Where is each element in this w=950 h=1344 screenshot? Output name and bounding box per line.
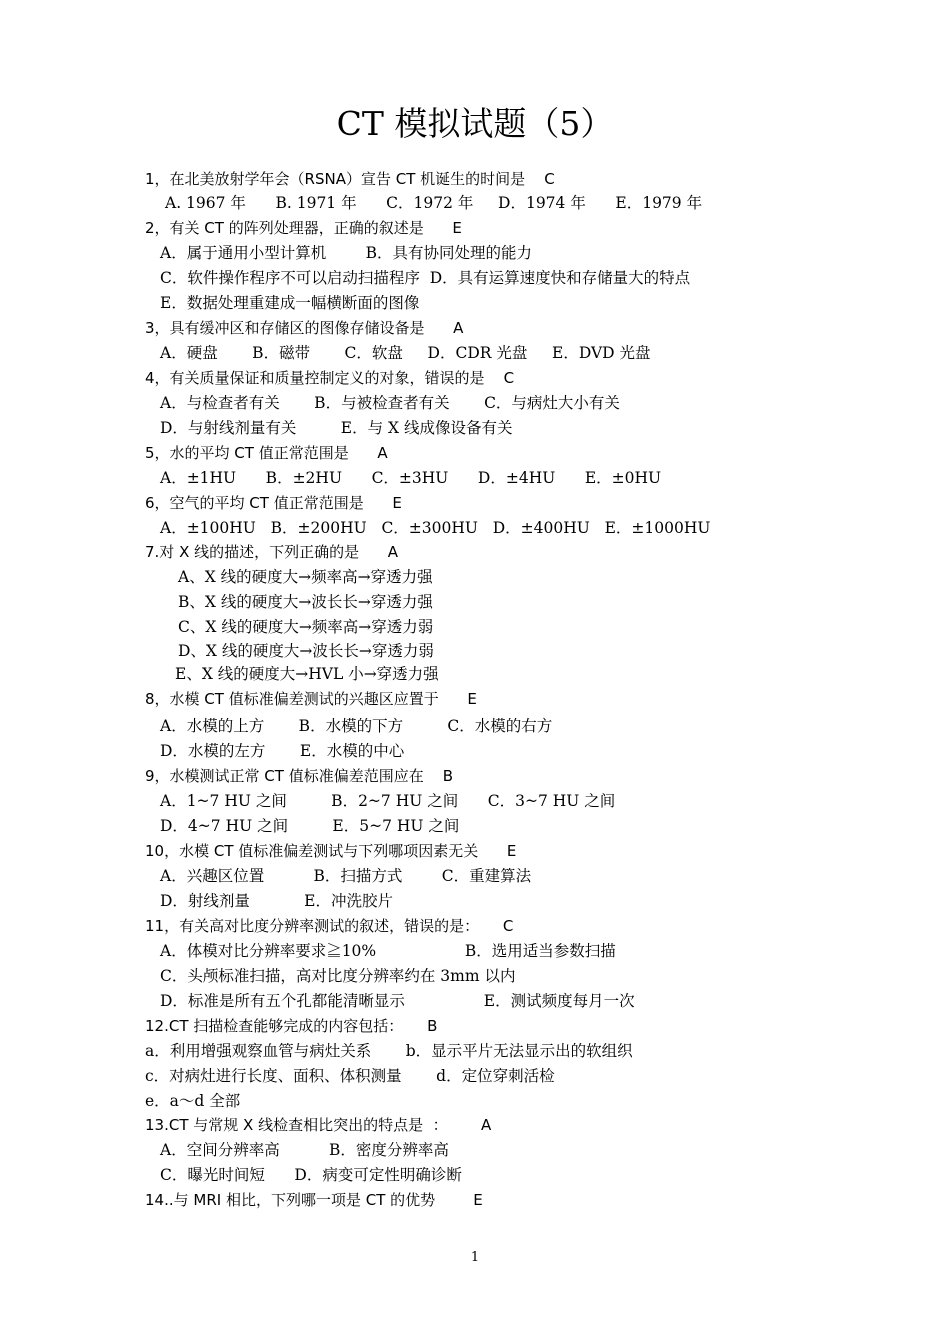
option-text: D．标准是所有五个孔都能清晰显示 E．测试频度每月一次 [160,992,635,1010]
option-text: C．曝光时间短 D．病变可定性明确诊断 [160,1166,462,1184]
question-text: 3，具有缓冲区和存储区的图像存储设备是 A [145,319,464,337]
option-text: E、X 线的硬度大→HVL 小→穿透力强 [175,665,439,683]
option-text: A．属于通用小型计算机 B．具有协同处理的能力 [160,244,533,262]
option-text: D．射线剂量 E．冲洗胶片 [160,892,393,910]
option-text: A．空间分辨率高 B．密度分辨率高 [160,1141,449,1159]
option-text: E．数据处理重建成一幅横断面的图像 [160,294,420,312]
question-text: 8，水模 CT 值标准偏差测试的兴趣区应置于 E [145,690,477,708]
option-text: B、X 线的硬度大→波长长→穿透力强 [178,593,433,611]
option-text: D．4~7 HU 之间 E．5~7 HU 之间 [160,817,460,835]
question-text: 5，水的平均 CT 值正常范围是 A [145,444,388,462]
option-text: A．体模对比分辨率要求≧10% B．选用适当参数扫描 [160,942,616,960]
question-text: 14..与 MRI 相比，下列哪一项是 CT 的优势 E [145,1191,483,1209]
question-text: 13.CT 与常规 X 线检查相比突出的特点是 ： A [145,1116,492,1134]
question-text: 6，空气的平均 CT 值正常范围是 E [145,494,402,512]
option-text: A. 1967 年 B. 1971 年 C．1972 年 D．1974 年 E．1979 年 [165,194,703,212]
option-text: A．1~7 HU 之间 B．2~7 HU 之间 C．3~7 HU 之间 [160,792,616,810]
option-text: A、X 线的硬度大→频率高→穿透力强 [178,568,433,586]
option-text: c．对病灶进行长度、面积、体积测量 d．定位穿刺活检 [145,1067,555,1085]
question-text: 1，在北美放射学年会（RSNA）宣告 CT 机诞生的时间是 C [145,170,555,188]
option-text: A．与检查者有关 B．与被检查者有关 C．与病灶大小有关 [160,394,620,412]
option-text: C．软件操作程序不可以启动扫描程序 D．具有运算速度快和存储量大的特点 [160,269,691,287]
option-text: A．±100HU B．±200HU C．±300HU D．±400HU E．±1000HU [160,519,711,537]
question-text: 12.CT 扫描检查能够完成的内容包括： B [145,1017,438,1035]
option-text: A．±1HU B．±2HU C．±3HU D．±4HU E．±0HU [160,469,662,487]
option-text: A．兴趣区位置 B．扫描方式 C．重建算法 [160,867,532,885]
option-text: A．硬盘 B．磁带 C．软盘 D．CDR 光盘 E．DVD 光盘 [160,344,651,362]
question-text: 4，有关质量保证和质量控制定义的对象，错误的是 C [145,369,515,387]
question-text: 2，有关 CT 的阵列处理器，正确的叙述是 E [145,219,462,237]
question-text: 7.对 X 线的描述，下列正确的是 A [145,543,398,561]
option-text: C、X 线的硬度大→频率高→穿透力弱 [178,618,434,636]
option-text: D．水模的左方 E．水模的中心 [160,742,405,760]
option-text: A．水模的上方 B．水模的下方 C．水模的右方 [160,717,553,735]
option-text: e．a～d 全部 [145,1092,241,1110]
option-text: a．利用增强观察血管与病灶关系 b．显示平片无法显示出的软组织 [145,1042,633,1060]
option-text: D．与射线剂量有关 E．与 X 线成像设备有关 [160,419,513,437]
option-text: C．头颅标准扫描，高对比度分辨率约在 3mm 以内 [160,967,516,985]
question-text: 11，有关高对比度分辨率测试的叙述，错误的是： C [145,917,514,935]
option-text: D、X 线的硬度大→波长长→穿透力弱 [178,642,434,660]
page-number: 1 [470,1250,480,1265]
question-text: 10，水模 CT 值标准偏差测试与下列哪项因素无关 E [145,842,517,860]
page-title: CT 模拟试题（5） [336,104,614,143]
question-text: 9，水模测试正常 CT 值标准偏差范围应在 B [145,767,454,785]
